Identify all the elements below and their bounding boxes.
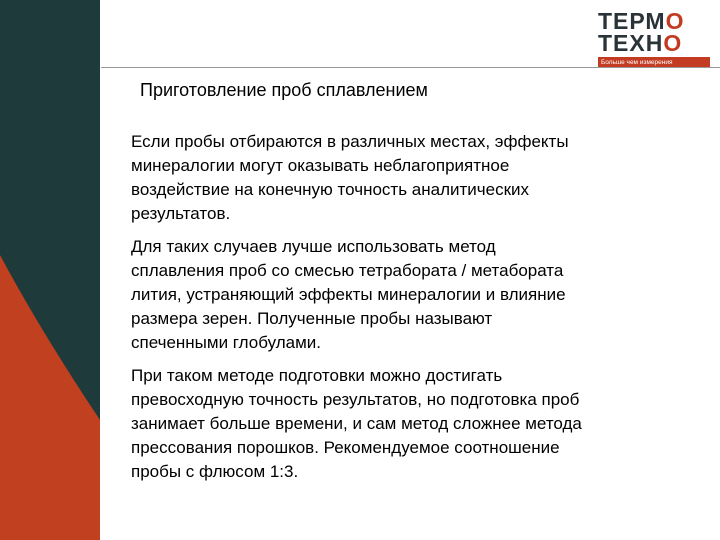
slide-body bbox=[131, 130, 691, 493]
logo-text-red: О bbox=[665, 8, 685, 34]
header-divider bbox=[101, 67, 720, 68]
logo-text-red: О bbox=[663, 30, 683, 56]
logo-tagline: Больше чем измерения bbox=[598, 57, 710, 68]
body-paragraph: При таком методе подготовки можно достигать превосходную точность результатов, но подготовка проб занимает больше времени, и сам метод сложнее метода прессования порошков. Рекомендуемое соотношение пробы с флюсом 1:3. bbox=[131, 366, 582, 481]
decorative-sidebar bbox=[0, 0, 100, 540]
body-paragraph: Для таких случаев лучше использовать метод сплавления проб со смесью тетрабората / метабората лития, устраняющий эффекты минералогии и влияние размера зерен. Полученные пробы называют спеченными глобулами. bbox=[131, 237, 566, 352]
slide-title: Приготовление проб сплавлением bbox=[140, 80, 428, 100]
termotechno-logo bbox=[598, 10, 710, 66]
logo-text-dark: ТЕХН bbox=[598, 30, 664, 56]
body-paragraph: Если пробы отбираются в различных местах, эффекты минералогии могут оказывать неблагоприятное воздействие на конечную точность аналитических результатов. bbox=[131, 132, 569, 223]
logo-text-dark: ТЕРМ bbox=[598, 8, 666, 34]
logo-line-2 bbox=[598, 32, 710, 55]
